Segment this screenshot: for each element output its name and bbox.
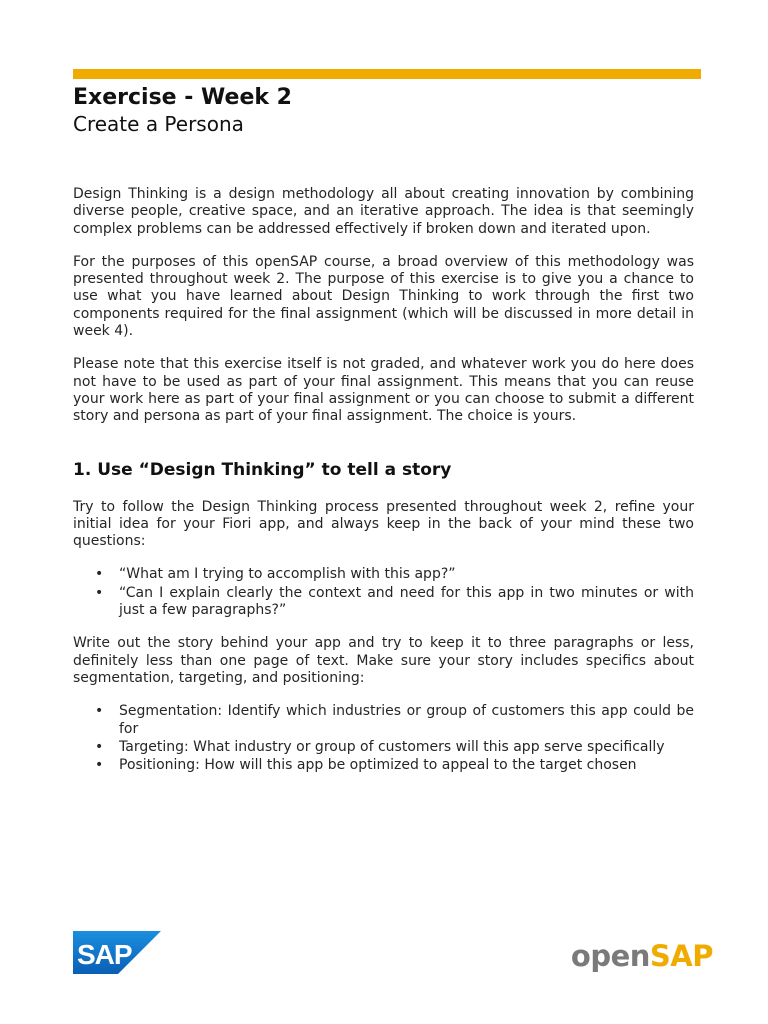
list-item: • “Can I explain clearly the context and need for this app in two minutes or with just a few paragraphs?”	[73, 585, 694, 620]
opensap-logo-suffix: SAP	[649, 939, 713, 973]
sap-logo	[73, 931, 161, 974]
list-item: • Positioning: How will this app be optimized to appeal to the target chosen	[73, 757, 694, 774]
intro-paragraph-2: For the purposes of this openSAP course, a broad overview of this methodology was presented throughout week 2. The purpose of this exercise is to give you a chance to use what you have learned about Design Thinking to work through the first two components required for the final assignment (which will be discussed in more detail in week 4).	[73, 253, 694, 340]
svg-text:SAP: SAP	[77, 939, 132, 970]
criteria-list	[73, 703, 694, 774]
section-heading: 1. Use “Design Thinking” to tell a story	[73, 459, 452, 480]
list-item: • “What am I trying to accomplish with this app?”	[73, 566, 694, 583]
document-body	[73, 186, 694, 790]
list-item: • Targeting: What industry or group of customers will this app serve specifically	[73, 739, 694, 756]
section-instructions: Write out the story behind your app and try to keep it to three paragraphs or less, definitely less than one page of text. Make sure your story includes specifics about segmentation, targeting, and positioning:	[73, 635, 694, 686]
opensap-logo	[571, 936, 713, 976]
intro-paragraph-3: Please note that this exercise itself is not graded, and whatever work you do here does not have to be used as part of your final assignment. This means that you can reuse your work here as part of your final assignment or you can choose to submit a different story and persona as part of your final assignment. The choice is yours.	[73, 356, 694, 425]
intro-paragraph-1: Design Thinking is a design methodology all about creating innovation by combining diverse people, creative space, and an iterative approach. The idea is that seemingly complex problems can be addressed effectively if broken down and iterated upon.	[73, 186, 694, 237]
document-title: Exercise - Week 2	[73, 85, 292, 110]
section-intro: Try to follow the Design Thinking process presented throughout week 2, refine your initial idea for your Fiori app, and always keep in the back of your mind these two questions:	[73, 498, 694, 550]
list-item: • Segmentation: Identify which industries or group of customers this app could be for	[73, 703, 694, 738]
opensap-logo-prefix: open	[570, 939, 650, 973]
document-subtitle: Create a Persona	[73, 112, 244, 136]
header-accent-bar	[73, 69, 701, 79]
questions-list	[73, 566, 694, 619]
